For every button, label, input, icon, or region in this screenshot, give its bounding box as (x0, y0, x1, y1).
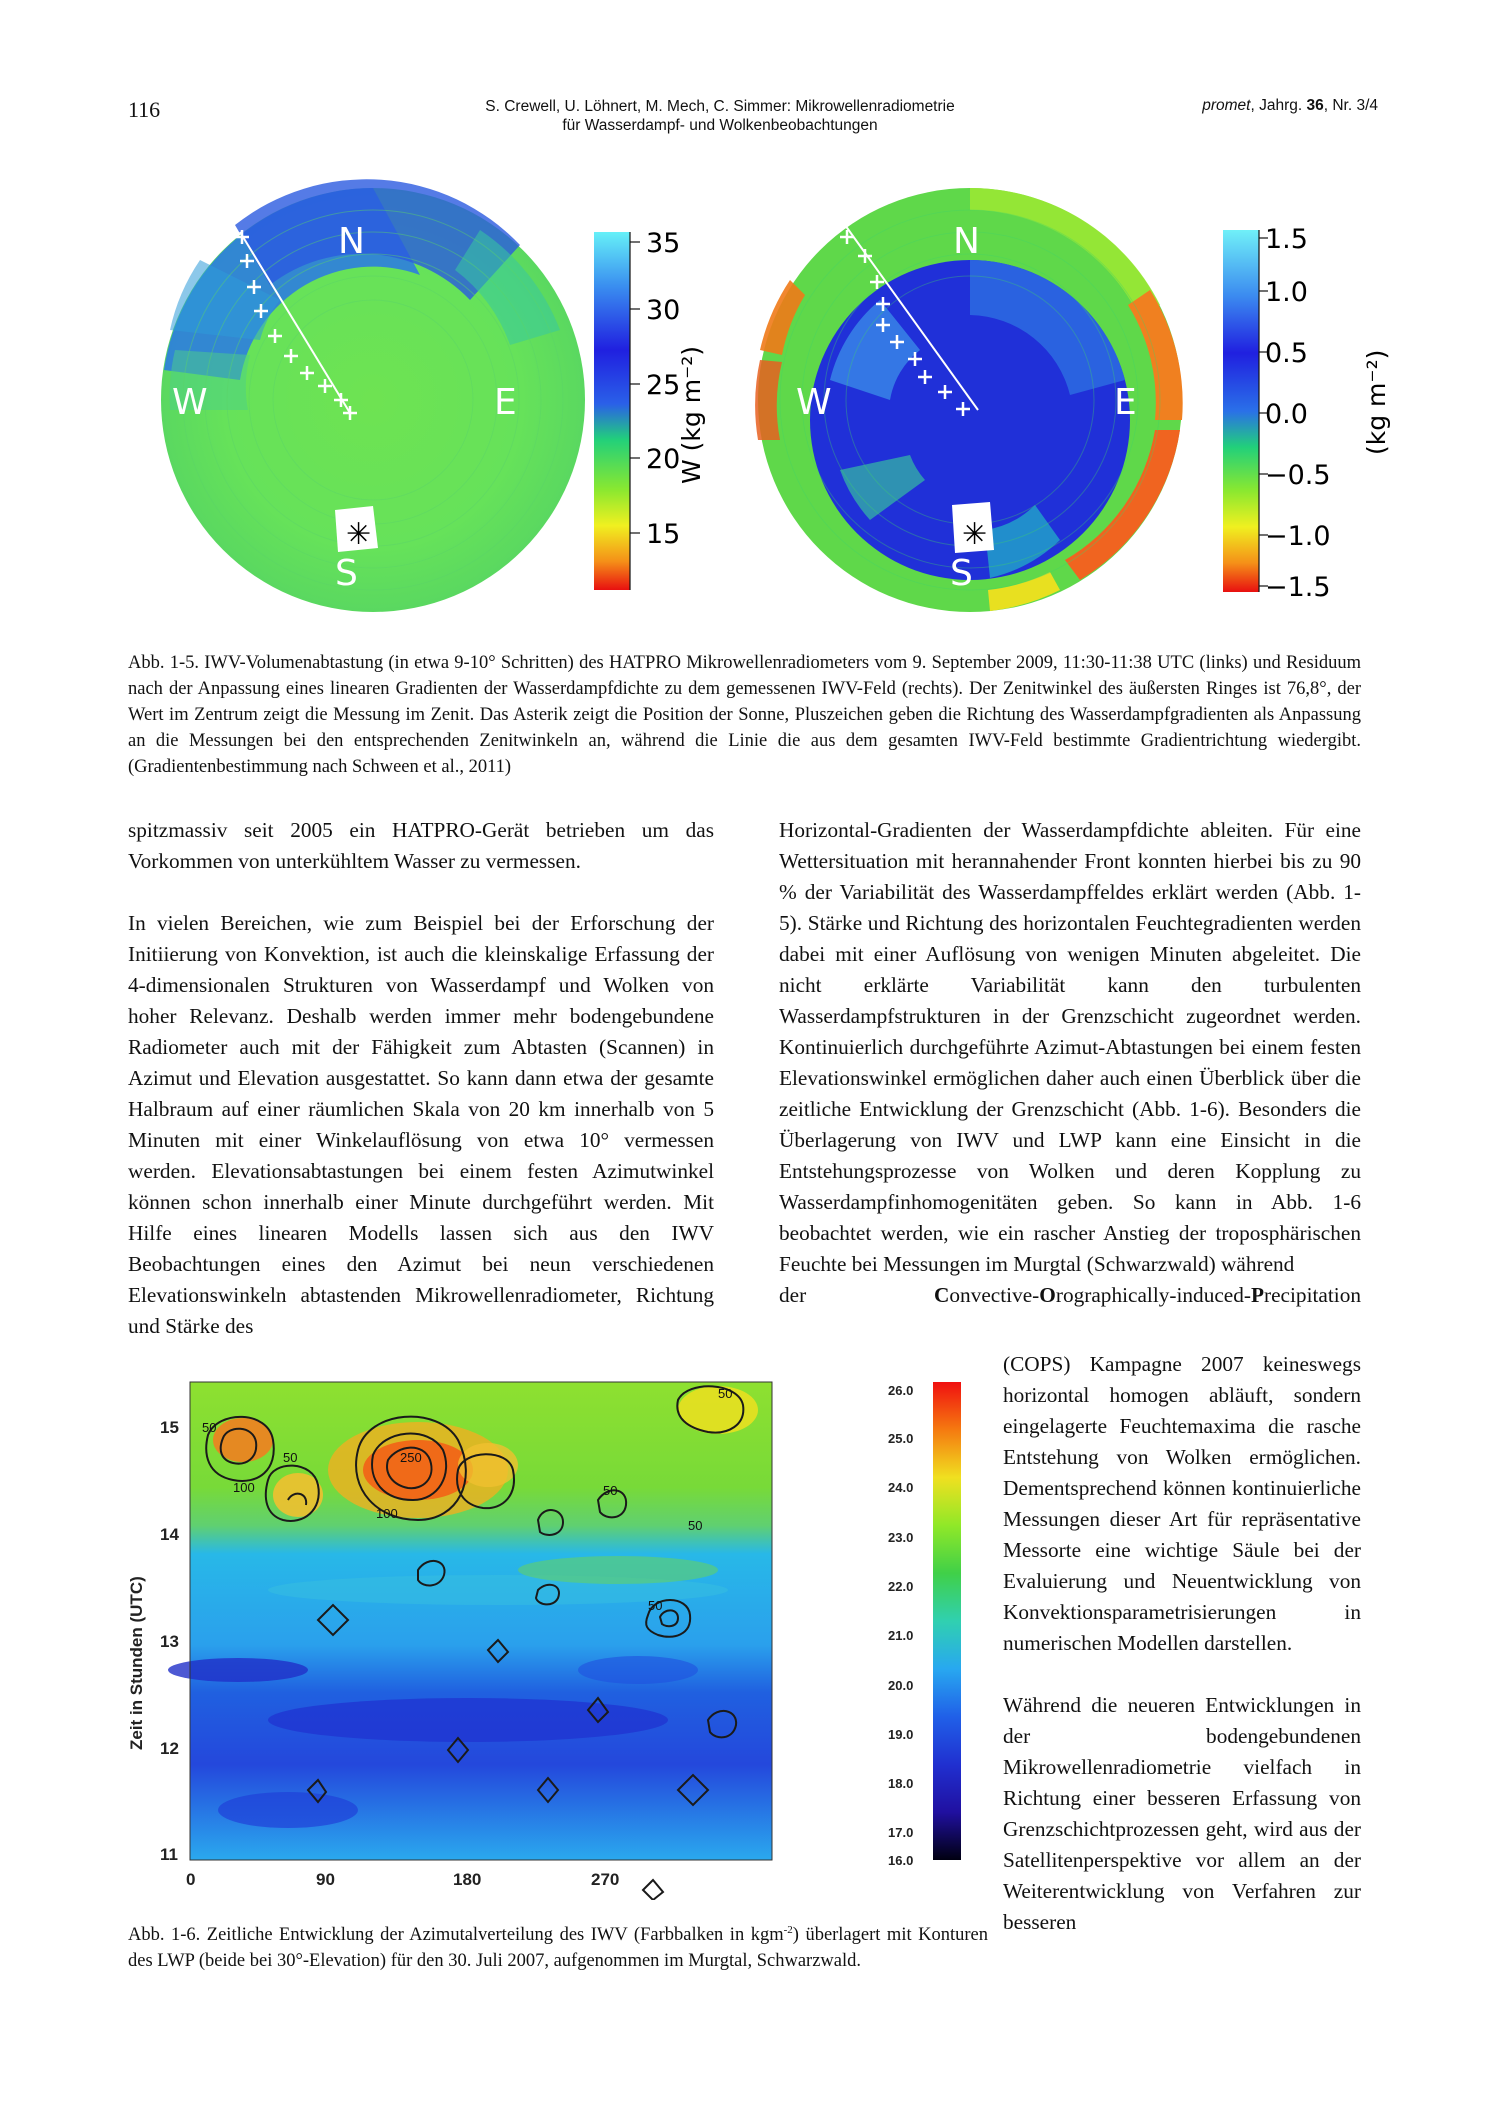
right-paragraph-1: Horizontal-Gradienten der Wasserdampfdichte ableiten. Für eine Wettersituation mit herannahender Front konnten hierbei bis zu 90 % der Variabilität des Wasserdampffeldes erklärt werden (Abb. 1-5). Stärke und Richtung des horizontalen Feuchtegradienten werden dabei mit einer Auflösung von wenigen Minuten abgeleitet. Die nicht erklärte Variabilität kann den turbulenten Wasserdampfstrukturen in der Grenzschicht zugeordnet werden. Kontinuierlich durchgeführte Azimut-Abtastungen bei einem festen Elevationswinkel ermöglichen daher auch einen Überblick über die zeitliche Entwicklung der Grenzschicht (Abb. 1-6). Besonders die Überlagerung von IWV und LWP kann eine Einsicht in die Entstehungsprozesse von Wolken und deren Kopplung zu Wasserdampfinhomogenitäten geben. So kann in Abb. 1-6 beobachtet werden, wie ein rascher Anstieg der troposphärischen Feuchte bei Messungen im Murgtal (Schwarzwald) während (779, 818, 1361, 1276)
running-title-line2: für Wasserdampf- und Wolkenbeobachtungen (562, 117, 878, 134)
right-cb-tick-1.5: 1.5 (1265, 224, 1308, 255)
y-tick-15: 15 (160, 1418, 179, 1437)
compass-e-right: E (1114, 382, 1137, 423)
compass-e-left: E (494, 382, 517, 423)
y-axis (127, 1418, 179, 1864)
cops-der: der (779, 1283, 807, 1307)
left-paragraph-2: In vielen Bereichen, wie zum Beispiel bei der Erforschung der Initiierung von Konvektion, ist auch die kleinskalige Erfassung der 4-dimensionalen Strukturen von Wasserdampf und Wolken von hoher Relevanz. Deshalb werden immer mehr bodengebundene Radiometer auch mit der Fähigkeit zum Abtasten (Scannen) in Azimut und Elevation ausgestattet. So kann dann etwa der gesamte Halbraum auf einer räumlichen Skala von 20 km innerhalb von 5 Minuten mit einer Winkelauflösung von etwa 10° vermessen werden. Elevationsabtastungen bei einem festen Azimutwinkel können schon innerhalb einer Minute durchgeführt werden. Mit Hilfe eines linearen Modells lassen sich aus den IWV Beobachtungen eines den Azimut bei neun verschiedenen Elevationswinkeln abtastenden Mikrowellenradiometer, Richtung und Stärke des (128, 911, 714, 1338)
cb-tick-18: 18.0 (888, 1776, 914, 1791)
y-tick-12: 12 (160, 1739, 179, 1758)
contour-label-100b: 100 (233, 1480, 255, 1495)
cb-tick-19: 19.0 (888, 1727, 914, 1742)
cb-tick-21: 21.0 (888, 1628, 914, 1643)
figure-1-5 (0, 0, 1489, 640)
left-paragraph-1: spitzmassiv seit 2005 ein HATPRO-Gerät betrieben um das Vorkommen von unterkühltem Wasser zu vermessen. (128, 818, 714, 873)
right-column-wrap (1003, 1349, 1361, 1969)
iwv-field (168, 1382, 772, 1860)
right-cb-tick-m1.5: −1.5 (1265, 572, 1331, 603)
contour-label-100a: 100 (376, 1506, 398, 1521)
y-tick-13: 13 (160, 1632, 179, 1651)
compass-w-left: W (172, 382, 208, 423)
compass-s-left: S (335, 553, 358, 594)
compass-w-right: W (796, 382, 832, 423)
right-cb-tick-1.0: 1.0 (1265, 277, 1308, 308)
journal-jahrgang: , Jahrg. (1250, 97, 1307, 114)
right-cb-label: (kg m⁻²) (1362, 349, 1391, 455)
page-number: 116 (128, 97, 161, 122)
cb-tick-26: 26.0 (888, 1383, 914, 1398)
contour-label-50b: 50 (283, 1450, 298, 1465)
journal-name: promet (1202, 97, 1251, 114)
contour-label-50a: 50 (202, 1420, 217, 1435)
figure-1-6 (118, 1370, 968, 1900)
contour-label-50e: 50 (688, 1518, 703, 1533)
right-paragraph-2: (COPS) Kampagne 2007 keineswegs horizontal homogen abläuft, sondern eingelagerte Feuchtemaxima die rasche Entstehung von Wolken ermöglichen. Dementsprechend können kontinuierliche Messungen dieser Art für repräsentative Messorte eine wichtige Säule bei der Evaluierung und Neuentwicklung von Konvektionsparametrisierungen in numerischen Modellen darstellen. (1003, 1352, 1361, 1655)
cb-tick-17: 17.0 (888, 1825, 914, 1840)
x-tick-0: 0 (186, 1870, 196, 1889)
left-cb-tick-15: 15 (646, 519, 681, 550)
right-column-upper (779, 815, 1361, 1311)
sun-asterisk-left: ✳ (346, 517, 372, 552)
journal-volume: 36 (1306, 97, 1324, 114)
compass-n-left: N (338, 221, 365, 262)
x-axis (186, 1870, 619, 1889)
left-colorbar (594, 228, 706, 590)
left-cb-tick-20: 20 (646, 444, 681, 475)
figure-1-6-caption: Abb. 1-6. Zeitliche Entwicklung der Azimutalverteilung des IWV (Farbbalken in kgm$^{-2}$) überlagert mit Konturen des LWP (beide bei 30°-Elevation) für den 30. Juli 2007, aufgenommen im Murgtal, Schwarzwald. (128, 1924, 988, 1972)
left-cb-tick-35: 35 (646, 228, 681, 259)
cb-tick-23: 23.0 (888, 1530, 914, 1545)
compass-s-right: S (950, 553, 973, 594)
cb-tick-25: 25.0 (888, 1431, 914, 1446)
sun-asterisk-right: ✳ (962, 517, 988, 552)
left-cb-tick-30: 30 (646, 295, 681, 326)
y-axis-label: Zeit in Stunden (UTC) (127, 1576, 146, 1750)
left-cb-tick-25: 25 (646, 370, 681, 401)
cb-tick-20: 20.0 (888, 1678, 914, 1693)
right-cb-tick-m1.0: −1.0 (1265, 521, 1331, 552)
right-cb-tick-m0.5: −0.5 (1265, 460, 1331, 491)
cb-tick-22: 22.0 (888, 1579, 914, 1594)
compass-n-right: N (953, 221, 980, 262)
cb-tick-16: 16.0 (888, 1853, 914, 1868)
right-cb-tick-0.0: 0.0 (1265, 399, 1308, 430)
left-column (128, 815, 714, 1373)
figure-1-5-caption: Abb. 1-5. IWV-Volumenabtastung (in etwa 9-10° Schritten) des HATPRO Mikrowellenradiometers vom 9. September 2009, 11:30-11:38 UTC (links) und Residuum nach der Anpassung eines linearen Gradienten der Wasserdampfdichte zu dem gemessenen IWV-Feld (rechts). Der Zenitwinkel des äußersten Ringes ist 76,8°, der Wert im Zentrum zeigt die Messung im Zenit. Das Asterik zeigt die Position der Sonne, Pluszeichen geben die Richtung des Wasserdampfgradienten als Anpassung an die Messungen bei den entsprechenden Zenitwinkeln an, während die Linie die aus dem gesamten IWV-Feld bestimmte Gradientrichtung wiedergibt. (Gradientenbestimmung nach Schween et al., 2011) (128, 653, 1361, 777)
x-tick-180: 180 (453, 1870, 482, 1889)
x-tick-90: 90 (316, 1870, 335, 1889)
left-cb-label: W (kg m⁻²) (677, 345, 706, 484)
journal-issue: , Nr. 3/4 (1323, 97, 1378, 114)
fig16-colorbar (888, 1382, 961, 1868)
right-polar-plot (755, 188, 1183, 612)
cops-line (779, 1280, 1361, 1311)
cops-expansion: Convective-Orographically-induced-Precipitation (934, 1283, 1361, 1307)
right-cb-tick-0.5: 0.5 (1265, 338, 1308, 369)
x-tick-270: 270 (591, 1870, 620, 1889)
contour-label-50f: 50 (648, 1598, 663, 1613)
cb-tick-24: 24.0 (888, 1480, 914, 1495)
y-tick-14: 14 (160, 1525, 179, 1544)
contour-label-50c: 50 (603, 1483, 618, 1498)
y-tick-11: 11 (160, 1845, 178, 1864)
right-paragraph-3: Während die neueren Entwicklungen in der bodengebundenen Mikrowellenradiometrie vielfach in Richtung einer besseren Erfassung von Grenzschichtprozessen geht, wird aus der Satellitenperspektive vor allem an der Weiterentwicklung von Verfahren zur besseren (1003, 1693, 1361, 1934)
running-title-line1: S. Crewell, U. Löhnert, M. Mech, C. Simmer: Mikrowellenradiometrie (485, 98, 955, 115)
right-colorbar (1223, 224, 1391, 603)
contour-label-250: 250 (400, 1450, 422, 1465)
contour-label-50d: 50 (718, 1386, 733, 1401)
left-polar-plot (161, 179, 585, 612)
